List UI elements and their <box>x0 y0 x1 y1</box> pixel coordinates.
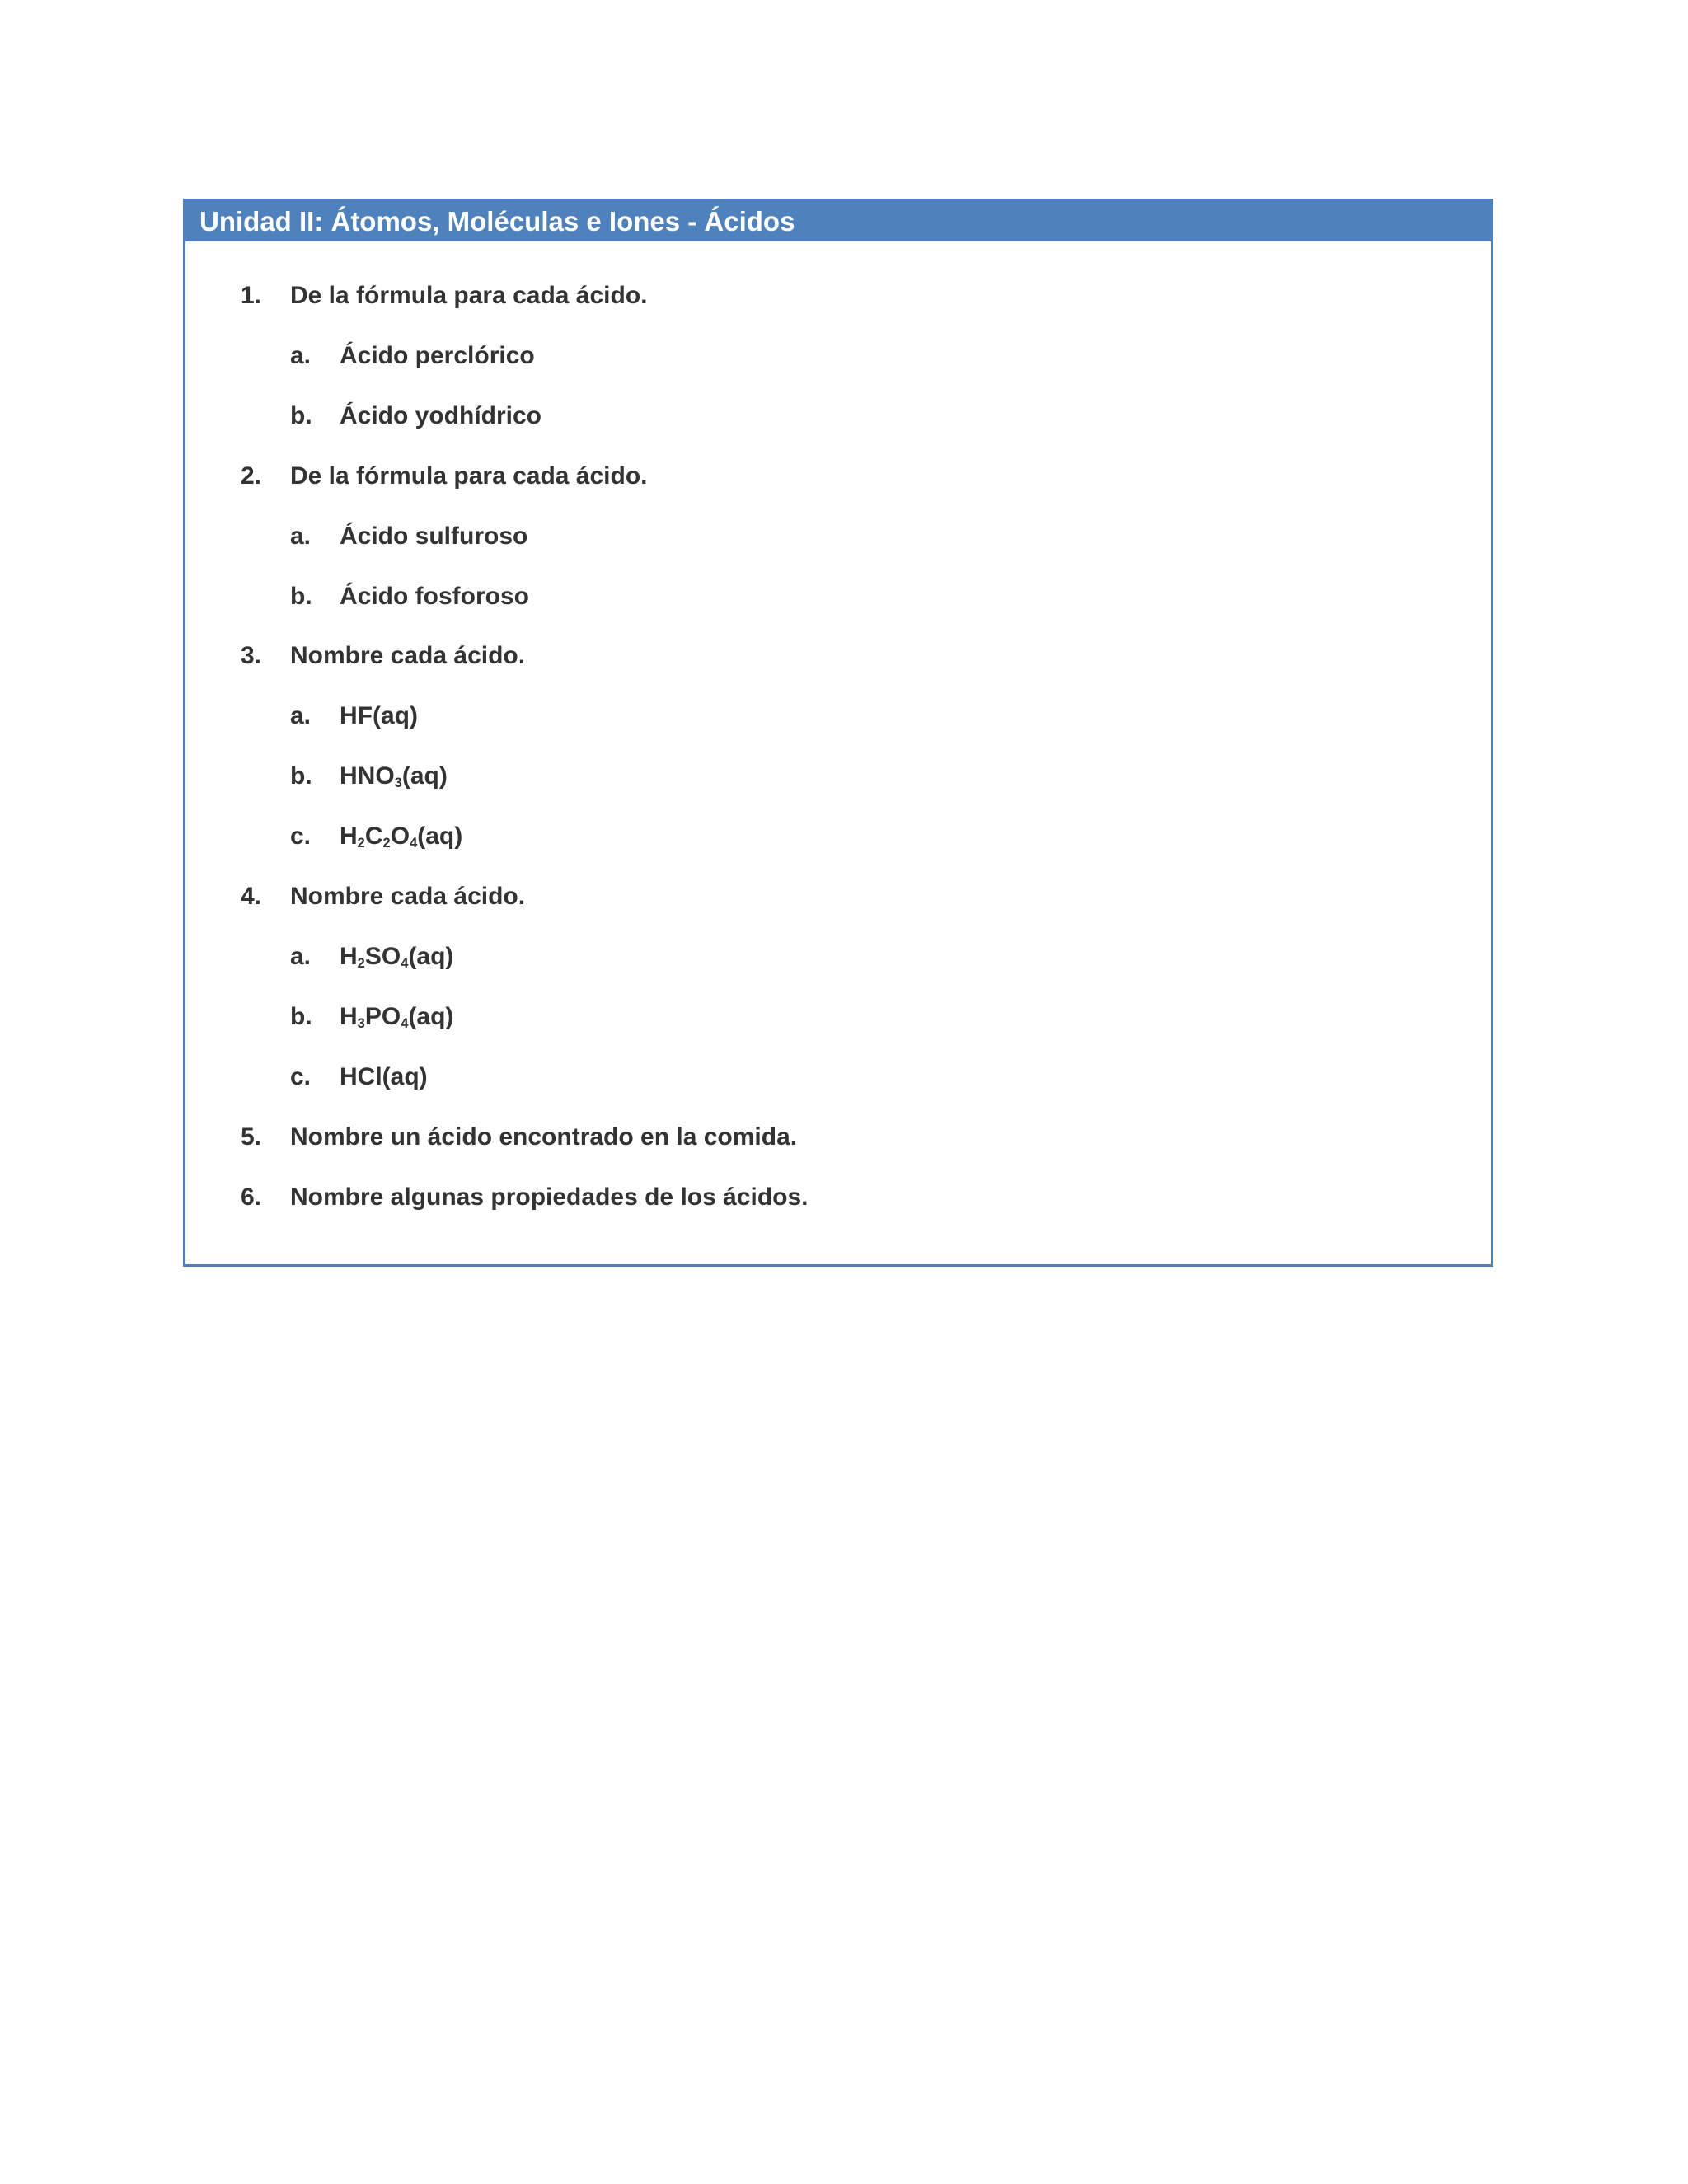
question-number: 3. <box>241 642 262 669</box>
item-letter: c. <box>290 1063 312 1090</box>
question-text: Nombre algunas propiedades de los ácidos. <box>290 1183 809 1211</box>
question-number: 2. <box>241 462 262 490</box>
question-number: 1. <box>241 282 262 309</box>
formula-subscript: 4 <box>401 956 409 972</box>
formula-subscript: 4 <box>401 1016 409 1032</box>
chemical-formula: $H_3PO_4(aq)$ <box>340 1003 454 1032</box>
formula-subscript: 3 <box>357 1016 365 1032</box>
formula-subscript: 2 <box>357 956 365 972</box>
item-letter: b. <box>290 1003 312 1030</box>
chemical-formula: $H_2SO_4(aq)$ <box>340 943 454 972</box>
chemical-formula: $HNO_3(aq)$ <box>340 762 448 791</box>
item-text: Ácido sulfuroso <box>340 523 528 550</box>
question-text: Nombre cada ácido. <box>290 883 526 910</box>
question-number: 4. <box>241 883 262 910</box>
item-text: Ácido yodhídrico <box>340 402 542 429</box>
formula-subscript: 3 <box>394 776 402 791</box>
formula-subscript: 4 <box>410 836 418 851</box>
item-text: Ácido fosforoso <box>340 583 529 610</box>
chemical-formula: $H_2C_2O_4(aq)$ <box>340 823 463 851</box>
item-letter: a. <box>290 702 312 729</box>
worksheet-box <box>183 199 1493 1267</box>
formula-subscript: 2 <box>357 836 365 851</box>
question-text: De la fórmula para cada ácido. <box>290 282 648 309</box>
question-number: 6. <box>241 1183 262 1211</box>
item-text: Ácido perclórico <box>340 342 535 369</box>
item-letter: b. <box>290 402 312 429</box>
question-text: Nombre cada ácido. <box>290 642 526 669</box>
item-letter: c. <box>290 823 312 850</box>
question-text: De la fórmula para cada ácido. <box>290 462 648 490</box>
chemical-formula: HCl(aq) <box>340 1063 428 1090</box>
chemical-formula: HF(aq) <box>340 702 418 729</box>
item-letter: a. <box>290 523 312 550</box>
worksheet-title: Unidad II: Átomos, Moléculas e Iones - Ácidos <box>185 201 1491 241</box>
item-letter: b. <box>290 762 312 790</box>
item-letter: a. <box>290 943 312 970</box>
formula-subscript: 2 <box>382 836 391 851</box>
item-letter: a. <box>290 342 312 369</box>
question-text: Nombre un ácido encontrado en la comida. <box>290 1123 798 1151</box>
question-number: 5. <box>241 1123 262 1151</box>
item-letter: b. <box>290 583 312 610</box>
